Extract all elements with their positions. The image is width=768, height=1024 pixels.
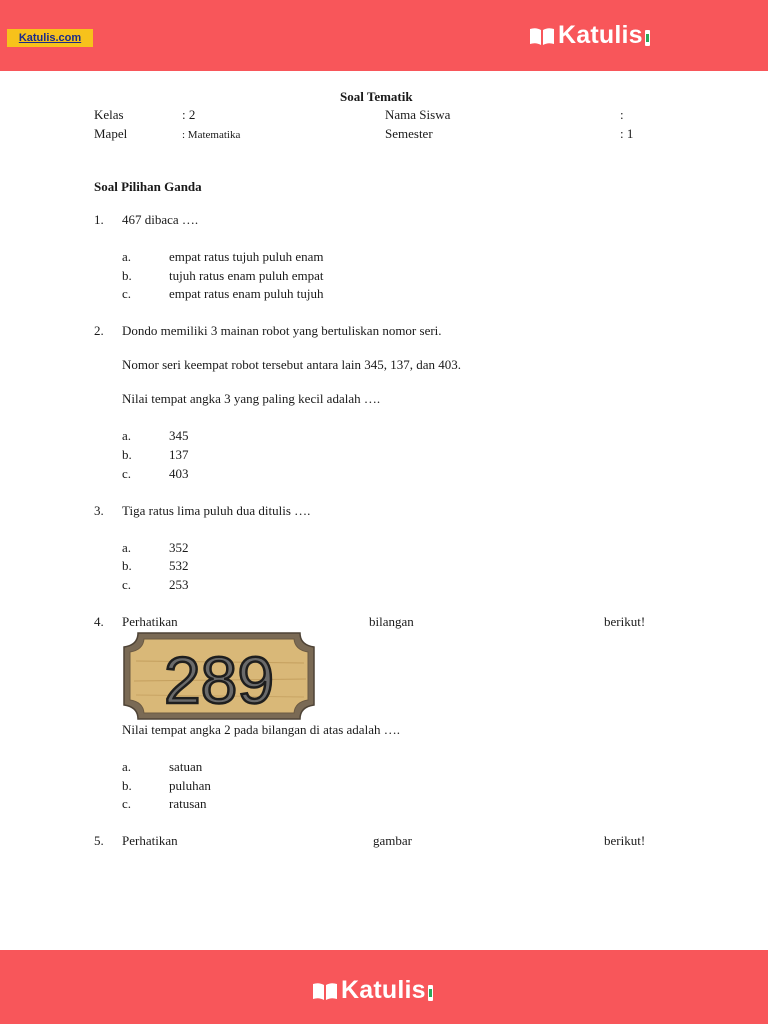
- nama-siswa-label: Nama Siswa: [385, 107, 451, 122]
- option-text: empat ratus enam puluh tujuh: [169, 286, 324, 301]
- question-number: 3.: [94, 503, 104, 518]
- option-text: 137: [169, 447, 189, 462]
- open-book-icon: [529, 26, 555, 46]
- wooden-number-plaque: [122, 631, 316, 721]
- question-text: Nilai tempat angka 3 yang paling kecil adalah ….: [122, 391, 381, 406]
- mapel-value: : Matematika: [182, 129, 241, 141]
- option-text: empat ratus tujuh puluh enam: [169, 249, 324, 264]
- question-text: Dondo memiliki 3 mainan robot yang bertuliskan nomor seri.: [122, 323, 442, 338]
- question-text: berikut!: [604, 833, 646, 848]
- plaque-number: 289: [163, 643, 275, 717]
- question-text: bilangan: [369, 614, 414, 629]
- option-letter: c.: [122, 286, 132, 301]
- question-number: 5.: [94, 833, 104, 848]
- option-letter: c.: [122, 466, 132, 481]
- question-text: Nomor seri keempat robot tersebut antara lain 345, 137, dan 403.: [122, 357, 461, 372]
- logo-pencil-icon: [428, 985, 433, 1001]
- question-number: 2.: [94, 323, 104, 338]
- option-letter: b.: [122, 268, 132, 283]
- footer-logo: [312, 976, 433, 1005]
- logo-pencil-icon: [645, 30, 650, 46]
- header-logo: [529, 21, 650, 50]
- option-text: satuan: [169, 759, 203, 774]
- semester-label: Semester: [385, 126, 433, 141]
- question-text: Perhatikan: [122, 614, 178, 629]
- question-text: berikut!: [604, 614, 646, 629]
- question-text: 467 dibaca ….: [122, 212, 199, 227]
- logo-text: Katulis: [558, 21, 643, 49]
- question-text: gambar: [373, 833, 412, 848]
- section-title: Soal Pilihan Ganda: [94, 179, 202, 194]
- kelas-value: : 2: [182, 107, 196, 122]
- question-number: 1.: [94, 212, 104, 227]
- question-number: 4.: [94, 614, 104, 629]
- question-text: Nilai tempat angka 2 pada bilangan di atas adalah ….: [122, 722, 400, 737]
- option-letter: c.: [122, 577, 132, 592]
- option-letter: a.: [122, 249, 132, 264]
- page-footer: [0, 950, 768, 1024]
- option-letter: b.: [122, 778, 132, 793]
- nama-siswa-value: :: [620, 107, 624, 122]
- katulis-site-link[interactable]: Katulis.com: [7, 29, 93, 47]
- option-text: 345: [169, 428, 189, 443]
- document-title: Soal Tematik: [340, 89, 413, 104]
- option-letter: a.: [122, 540, 132, 555]
- option-letter: c.: [122, 796, 132, 811]
- option-letter: b.: [122, 558, 132, 573]
- page-header: [0, 0, 768, 71]
- mapel-label: Mapel: [94, 126, 128, 141]
- open-book-icon: [312, 981, 338, 1001]
- question-text: Tiga ratus lima puluh dua ditulis ….: [122, 503, 311, 518]
- option-text: 403: [169, 466, 189, 481]
- option-text: 532: [169, 558, 189, 573]
- kelas-label: Kelas: [94, 107, 124, 122]
- option-text: puluhan: [169, 778, 211, 793]
- logo-text: Katulis: [341, 976, 426, 1004]
- option-letter: a.: [122, 428, 132, 443]
- option-letter: a.: [122, 759, 132, 774]
- option-text: ratusan: [169, 796, 207, 811]
- option-text: 352: [169, 540, 189, 555]
- semester-value: : 1: [620, 126, 634, 141]
- option-text: 253: [169, 577, 189, 592]
- question-text: Perhatikan: [122, 833, 178, 848]
- option-letter: b.: [122, 447, 132, 462]
- option-text: tujuh ratus enam puluh empat: [169, 268, 324, 283]
